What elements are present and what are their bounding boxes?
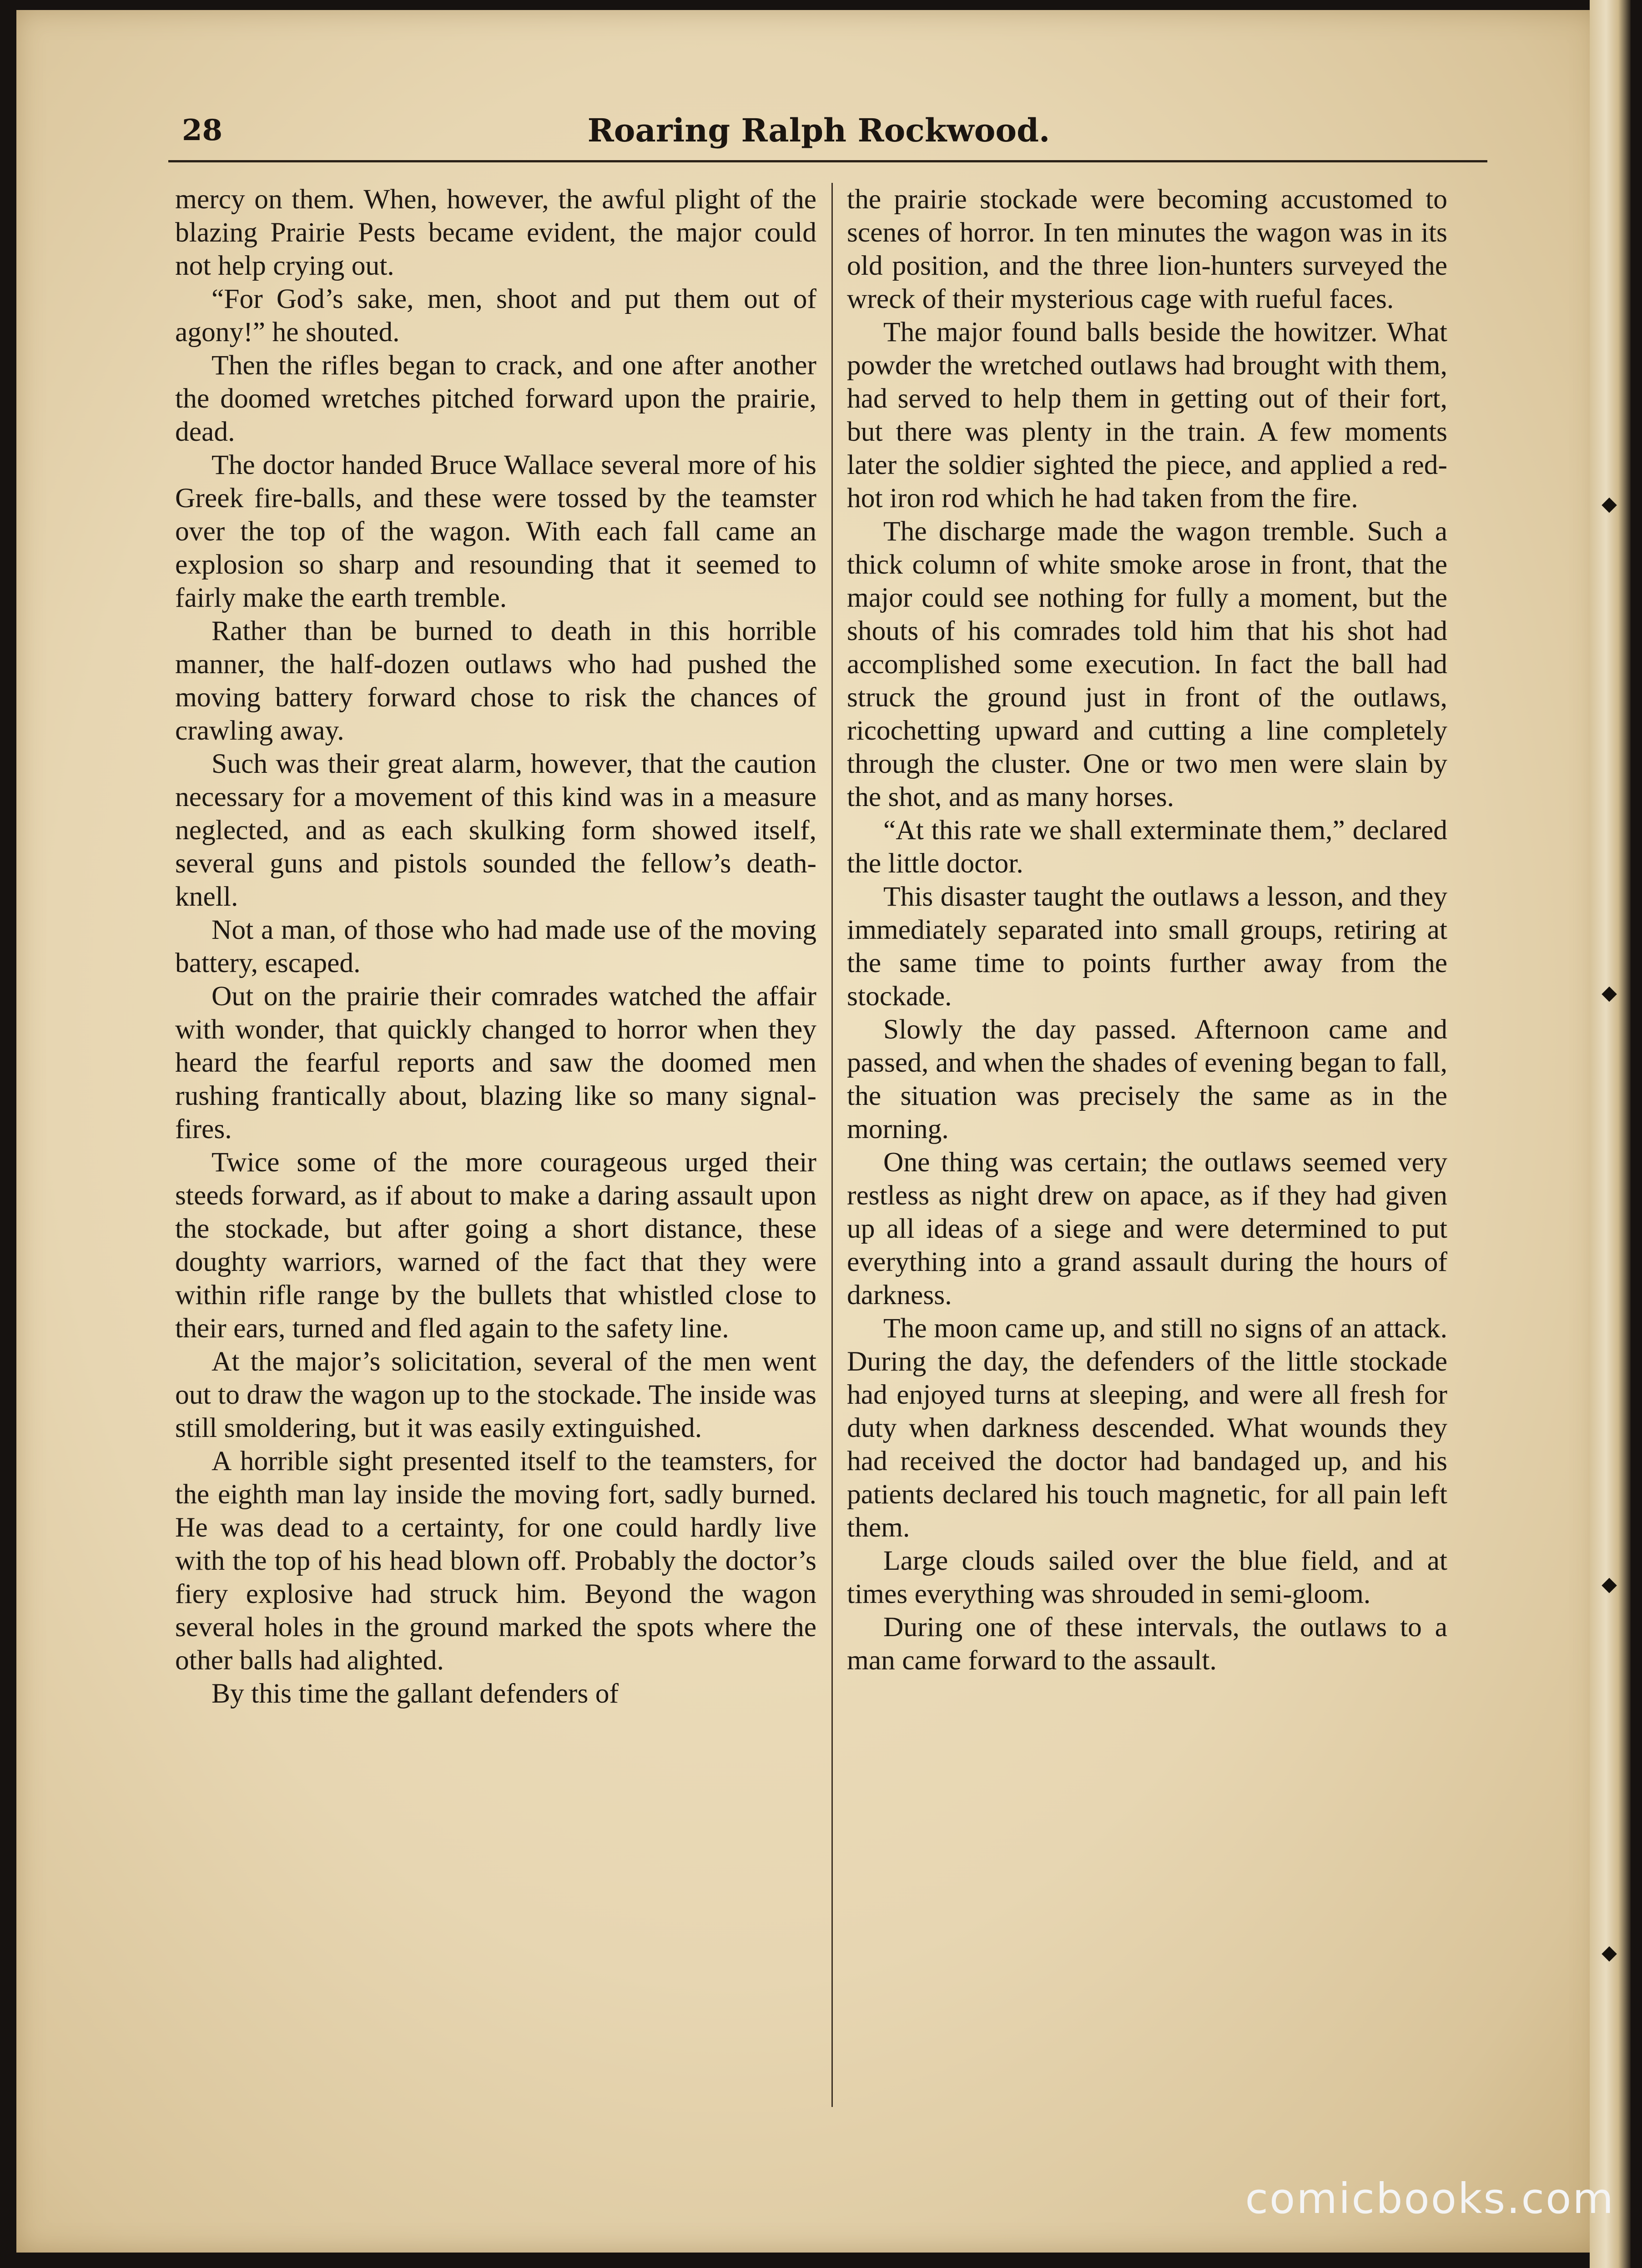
binding-stitch-mark: ◆ <box>1602 1941 1617 1964</box>
paragraph: At the major’s solicitation, several of the men went out to draw the wagon up to the stockade. The inside was still smoldering, but it was easily extinguished. <box>175 1346 816 1443</box>
paragraph: the prairie stockade were becoming accustomed to scenes of horror. In ten minutes the wagon was in its old position, and the three lion-hunters surveyed the wreck of their mysterious cage with rueful faces. <box>847 184 1447 314</box>
running-head <box>146 106 1492 156</box>
header-rule <box>168 160 1487 162</box>
paragraph: Rather than be burned to death in this horrible manner, the half-dozen outlaws who had pushed the moving battery forward chose to risk the chances of crawling away. <box>175 615 816 746</box>
paragraph: Then the rifles began to crack, and one after another the doomed wretches pitched forward upon the prairie, dead. <box>175 350 816 447</box>
paragraph: A horrible sight presented itself to the teamsters, for the eighth man lay inside the moving fort, sadly burned. He was dead to a certainty, for one could hardly live with the top of his head blown off. Probably the doctor’s fiery explosive had struck him. Beyond the wagon several holes in the ground marked the spots where the other balls had alighted. <box>175 1446 816 1676</box>
paragraph: Slowly the day passed. Afternoon came and passed, and when the shades of evening began to fall, the situation was precisely the same as in the morning. <box>847 1014 1447 1144</box>
paragraph: The doctor handed Bruce Wallace several more of his Greek fire-balls, and these were tossed by the teamster over the top of the wagon. With each fall came an explosion so sharp and resounding that it seemed to fairly make the earth tremble. <box>175 449 816 613</box>
paragraph: During one of these intervals, the outlaws to a man came forward to the assault. <box>847 1612 1447 1676</box>
paragraph: Large clouds sailed over the blue field, and at times everything was shrouded in semi-gloom. <box>847 1545 1447 1609</box>
binding-edge <box>1590 0 1631 2268</box>
paragraph: Out on the prairie their comrades watched the affair with wonder, that quickly changed to horror when they heard the fearful reports and saw the doomed men rushing frantically about, blazing like so many signal-fires. <box>175 981 816 1144</box>
paragraph: The major found balls beside the howitzer. What powder the wretched outlaws had brought with them, had served to help them in getting out of their fort, but there was plenty in the train. A few moments later the soldier sighted the piece, and applied a red-hot iron rod which he had taken from the fire. <box>847 317 1447 514</box>
watermark: comicbooks.com <box>1245 2174 1615 2223</box>
paragraph: mercy on them. When, however, the awful plight of the blazing Prairie Pests became evident, the major could not help crying out. <box>175 184 816 281</box>
book-title: Roaring Ralph Rockwood. <box>587 111 1050 149</box>
paragraph: By this time the gallant defenders of <box>212 1678 619 1709</box>
binding-stitch-mark: ◆ <box>1602 492 1617 515</box>
paragraph: The discharge made the wagon tremble. Such a thick column of white smoke arose in front, that the major could see nothing for fully a moment, but the shouts of his comrades told him that his shot had accomplished some execution. In fact the ball had struck the ground just in front of the outlaws, ricochetting upward and cutting a line completely through the cluster. One or two men were slain by the shot, and as many horses. <box>847 516 1447 812</box>
left-text-column <box>175 183 816 2121</box>
paragraph: Twice some of the more courageous urged their steeds forward, as if about to make a daring assault upon the stockade, but after going a short distance, these doughty warriors, warned of the fact that they were within rifle range by the bullets that whistled close to their ears, turned and fled again to the safety line. <box>175 1147 816 1344</box>
paragraph: “At this rate we shall exterminate them,” declared the little doctor. <box>847 815 1447 879</box>
paragraph: Such was their great alarm, however, that the caution necessary for a movement of this kind was in a measure neglected, and as each skulking form showed itself, several guns and pistols sounded the fellow’s death-knell. <box>175 748 816 912</box>
paragraph: “For God’s sake, men, shoot and put them out of agony!” he shouted. <box>175 283 816 348</box>
paragraph: Not a man, of those who had made use of the moving battery, escaped. <box>175 914 816 978</box>
paragraph: This disaster taught the outlaws a lesson, and they immediately separated into small groups, retiring at the same time to points further away from the stockade. <box>847 881 1447 1012</box>
column-divider <box>831 183 833 2107</box>
binding-stitch-mark: ◆ <box>1602 981 1617 1004</box>
page-number: 28 <box>182 113 223 147</box>
binding-stitch-mark: ◆ <box>1602 1572 1617 1596</box>
paragraph: The moon came up, and still no signs of an attack. During the day, the defenders of the little stockade had enjoyed turns at sleeping, and were all fresh for duty when darkness descended. What wounds they had received the doctor had bandaged up, and his patients declared his touch magnetic, for all pain left them. <box>847 1313 1447 1543</box>
paragraph: One thing was certain; the outlaws seemed very restless as night drew on apace, as if they had given up all ideas of a siege and were determined to put everything into a grand assault during the hours of darkness. <box>847 1147 1447 1310</box>
right-text-column <box>847 183 1447 2121</box>
